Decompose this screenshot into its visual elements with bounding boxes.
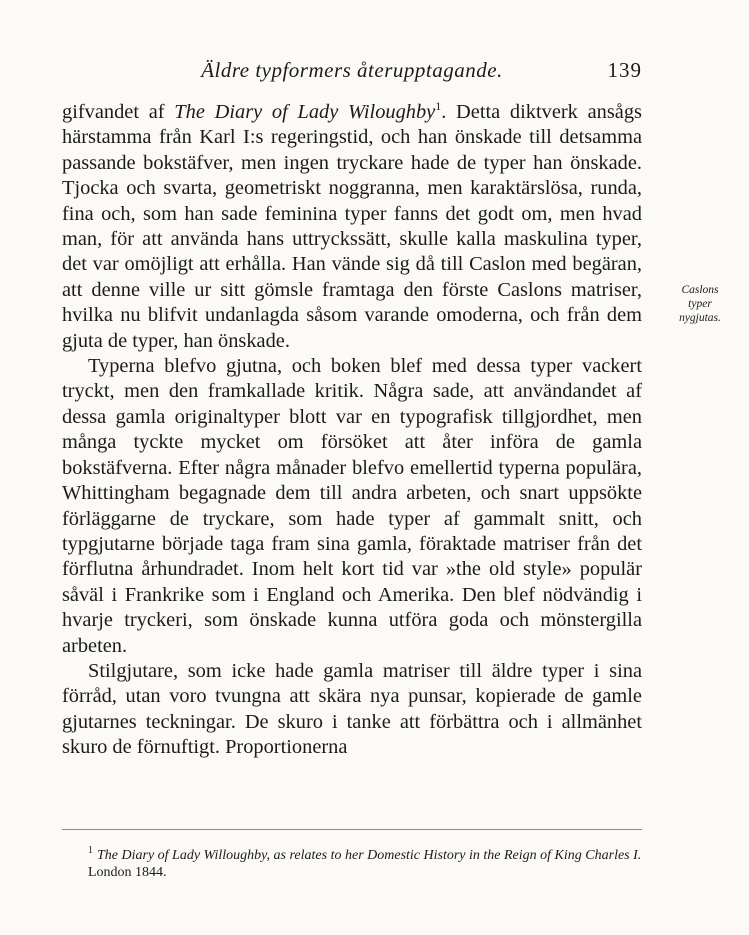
footnote-divider	[62, 829, 642, 830]
paragraph-1	[62, 100, 642, 354]
footnote	[62, 847, 642, 881]
paragraph-3: Stilgjutare, som icke hade gamla matriser till äldre typer i sina förråd, utan voro tvungna att skära nya punsar, kopierade de gamle gjutarnes teckningar. De skuro i tanke att förbättra och i allmänhet skuro de förnuftigt. Proportionerna	[62, 659, 642, 759]
marginal-note	[660, 283, 740, 325]
page-number: 139	[607, 58, 642, 82]
page-header	[62, 58, 642, 92]
footnote-reference: 1	[435, 99, 442, 114]
marginal-note-line-1: Caslons	[681, 284, 719, 296]
paragraph-1-text: . Detta diktverk ansågs härstamma från Karl I:s regeringstid, och han önskade till detsamma passande bokstäfver, men ingen tryckare hade de typer han önskade. Tjocka och svarta, geometriskt noggranna, men karaktärslösa, runda, fina och, som han sade feminina typer fanns det godt om, men hvad man, för att använda hans uttryckssätt, skulle kalla maskulina typer, det var omöjligt att erhålla. Han vände sig då till Caslon med begäran, att denne ville ur sitt gömsle framtaga den förste Caslons matriser, hvilka nu blifvit undanlagda såsom varande omoderna, och från dem gjuta de typer, han önskade.	[62, 101, 642, 352]
body-text	[62, 100, 642, 761]
footnote-title: The Diary of Lady Willoughby, as relates to her Domestic History in the Reign of King Charles I.	[97, 848, 642, 863]
book-title: The Diary of Lady Wiloughby	[174, 101, 436, 123]
marginal-note-line-2: typer	[688, 298, 712, 310]
footnote-mark: 1	[88, 845, 93, 857]
marginal-note-line-3: nygjutas.	[679, 312, 721, 324]
running-title: Äldre typformers återupptagande.	[201, 58, 503, 82]
footnote-imprint: London 1844.	[88, 865, 167, 880]
paragraph-2: Typerna blefvo gjutna, och boken blef med dessa typer vackert tryckt, men den framkallade kritik. Några sade, att användandet af dessa gamla originaltyper blott var en typografisk tillgjordhet, men många tyckte mycket om försöket att åter införa de gamla bokstäfverna. Efter några månader blefvo emellertid typerna populära, Whittingham begagnade dem till andra arbeten, och snart uppsökte förläggarne de tryckare, som hade typer af gammalt snitt, och typgjutarne började taga fram sina gamla, föraktade matriser från det förflutna århundradet. Inom helt kort tid var »the old style» populär såväl i Frankrike som i England och Amerika. Den blef nödvändig i hvarje tryckeri, som önskade kunna utföra goda och mönstergilla arbeten.	[62, 355, 642, 657]
paragraph-1-lead: gifvandet af	[62, 101, 175, 123]
